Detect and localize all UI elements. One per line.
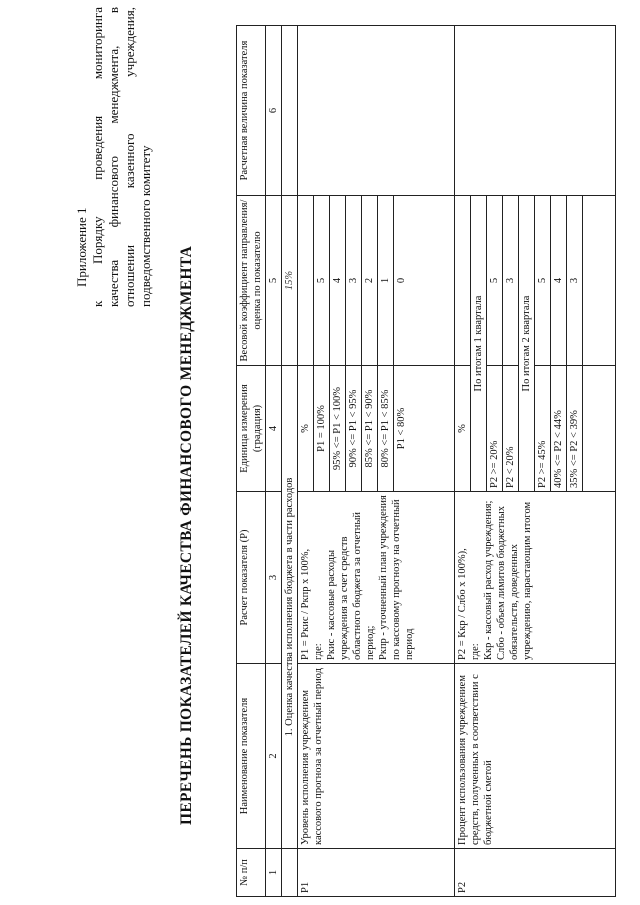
header-cell: № п/п: [237, 849, 266, 897]
section-row: [282, 26, 298, 897]
grade-score: 5: [535, 196, 551, 366]
column-number: 5: [266, 196, 282, 366]
header-cell: Расчет показателя (Р): [237, 492, 266, 664]
grade-score: 5: [314, 196, 330, 366]
indicator-formula: [298, 492, 455, 664]
indicators-table: [236, 25, 616, 897]
grade-score: 4: [551, 196, 567, 366]
formula-line: Р2 = Ккр / Слбо х 100%),: [457, 548, 468, 660]
grade-condition: Р1 < 80%: [394, 366, 455, 492]
grade-condition: 80% <= Р1 < 85%: [378, 366, 394, 492]
appendix-line: подведомственного комитету: [138, 145, 153, 307]
grade-condition: 40% <= Р2 < 44%: [551, 366, 567, 492]
indicator-formula: [455, 492, 616, 664]
table-header-row: [237, 26, 266, 897]
unit-cell: %: [455, 366, 471, 492]
indicator-name: Уровень исполнения учреждением кассового прогноза за отчетный период: [298, 664, 455, 849]
grade-condition: 35% <= Р2 < 39%: [567, 366, 583, 492]
period-label: По итогам 2 квартала: [519, 196, 535, 492]
header-cell: Весовой коэффициент направления/оценка по показателю: [237, 196, 266, 366]
grade-score: 4: [330, 196, 346, 366]
formula-line: Р1 = Ркис / Ркпр х 100%,: [300, 548, 311, 660]
grade-condition: Р2 < 20%: [503, 366, 519, 492]
formula-line: Ккр - кассовый расход учреждения;: [483, 500, 494, 660]
grade-condition: Р1 = 100%: [314, 366, 330, 492]
grade-score: 3: [503, 196, 519, 366]
column-number: 3: [266, 492, 282, 664]
column-number: 4: [266, 366, 282, 492]
column-number: 1: [266, 849, 282, 897]
grade-condition: Р2 >= 45%: [535, 366, 551, 492]
formula-line: Ркпр - уточненный план учреждения по кассовому прогнозу на отчетный период: [378, 495, 415, 660]
grade-score: 1: [378, 196, 394, 366]
grade-condition: 85% <= Р1 < 90%: [362, 366, 378, 492]
header-cell: Расчетная величина показателя: [237, 26, 266, 196]
formula-line: где:: [470, 643, 481, 660]
computed-value-cell: [455, 26, 616, 196]
column-number-row: [266, 26, 282, 897]
column-number: 2: [266, 664, 282, 849]
grade-score: 0: [394, 196, 455, 366]
appendix-block: [74, 7, 154, 307]
table-row: [298, 26, 314, 897]
formula-line: Слбо - объем лимитов бюджетных обязательств, доведенных учреждению, нарастающим итогом: [496, 501, 533, 660]
column-number: 6: [266, 26, 282, 196]
grade-condition: Р2 >= 20%: [487, 366, 503, 492]
grade-score: 2: [362, 196, 378, 366]
grade-score: 3: [346, 196, 362, 366]
section-title: 1. Оценка качества исполнения бюджета в части расходов: [282, 366, 298, 849]
table-row: [455, 26, 471, 897]
document-title: ПЕРЕЧЕНЬ ПОКАЗАТЕЛЕЙ КАЧЕСТВА ФИНАНСОВОГО МЕНЕДЖМЕНТА: [178, 245, 195, 825]
unit-cell: %: [298, 366, 314, 492]
indicator-number: Р2: [455, 849, 616, 897]
header-cell: Единица измерения (градация): [237, 366, 266, 492]
section-weight: 15%: [282, 196, 298, 366]
grade-score: 3: [567, 196, 583, 366]
formula-line: Ркис - кассовые расходы учреждения за счет средств областного бюджета за отчетный период;: [326, 512, 376, 660]
header-cell: Наименование показателя: [237, 664, 266, 849]
appendix-line: отношении казенного учреждения,: [122, 7, 137, 307]
computed-value-cell: [298, 26, 455, 196]
appendix-line: качества финансового менеджмента, в: [106, 7, 121, 307]
grade-score: 5: [487, 196, 503, 366]
appendix-line: к Порядку проведения мониторинга: [90, 7, 105, 307]
formula-line: где:: [313, 643, 324, 660]
grade-condition: 95% <= Р1 < 100%: [330, 366, 346, 492]
appendix-title: Приложение 1: [74, 207, 89, 287]
grade-condition: 90% <= Р1 < 95%: [346, 366, 362, 492]
indicator-number: Р1: [298, 849, 455, 897]
indicator-name: Процент использования учреждением средств, полученных в соответствии с бюджетной сметой: [455, 664, 616, 849]
period-label: По итогам 1 квартала: [471, 196, 487, 492]
